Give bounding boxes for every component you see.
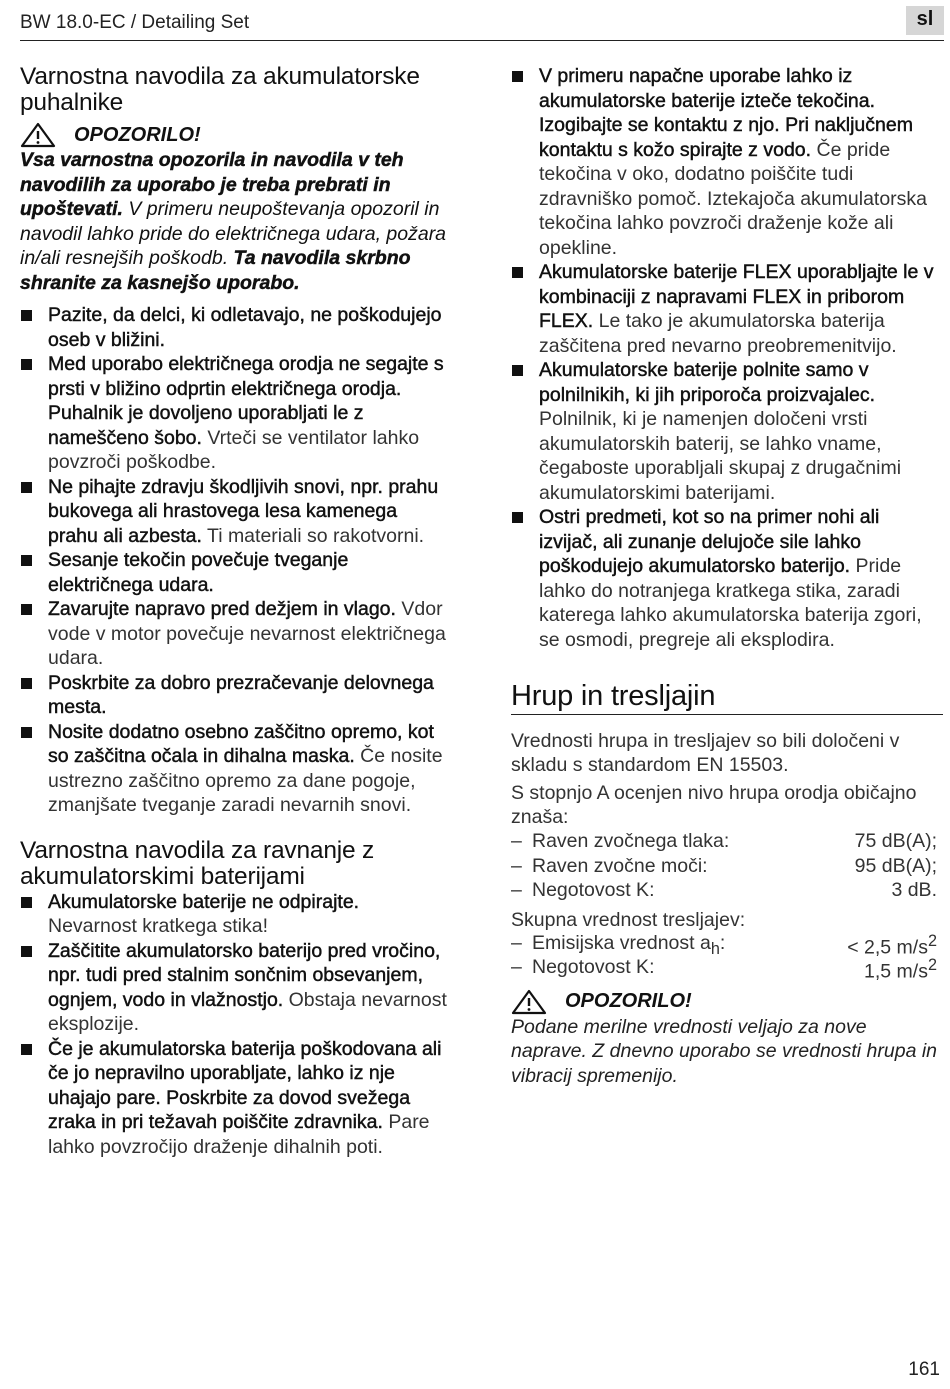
noise-intro-paragraph: Vrednosti hrupa in tresljajev so bili določeni v skladu s standardom EN 15503. xyxy=(511,730,900,776)
warning-title-2: OPOZORILO! xyxy=(565,990,692,1012)
list-item xyxy=(20,548,452,597)
dash: – xyxy=(511,830,522,852)
left-column xyxy=(20,64,452,1159)
list-item-bold: Poskrbite za dobro prezračevanje delovnega mesta. xyxy=(48,671,434,718)
vibration-row-label xyxy=(532,956,654,979)
list-item xyxy=(20,671,452,720)
list-item-bold: Akumulatorske baterije ne odpirajte. xyxy=(48,890,360,913)
warning-triangle-icon xyxy=(20,122,56,148)
list-item-bold: Zavarujte napravo pred dežjem in vlago. xyxy=(48,598,396,620)
noise-values-list xyxy=(511,830,943,904)
vibration-values-list xyxy=(511,932,943,981)
list-item-bold: Ne pihajte zdravju škodljivih snovi, npr. prahu bukovega ali hrastovega lesa kamenega prahu ali azbesta. xyxy=(48,475,439,547)
noise-row xyxy=(511,855,943,880)
warning-text-2: Podane merilne vrednosti veljajo za nove naprave. Z dnevno uporabo se vrednosti hrupa in vibracij spremenijo. xyxy=(511,1015,938,1087)
list-item-normal: Če pride tekočina v oko, dodatno poiščite tudi zdravniško pomoč. Iztekajoča akumulatorska tekočina lahko povzroči draženje kože ali opekline. xyxy=(539,138,928,259)
page-header xyxy=(20,6,944,41)
list-item xyxy=(20,597,452,671)
vibration-row-value xyxy=(864,956,937,984)
vibration-title: Skupna vrednost tresljajev: xyxy=(511,908,746,931)
dash: – xyxy=(511,854,522,877)
label-text: Emisijska vrednost a xyxy=(532,931,711,954)
noise-level-paragraph: S stopnjo A ocenjen nivo hrupa orodja običajno znaša: xyxy=(511,782,917,828)
section-title-blower-safety: Varnostna navodila za akumulatorske puhalnike xyxy=(20,63,420,116)
list-item xyxy=(511,505,943,652)
list-item-bold: Nosite dodatno osebno zaščitno opremo, kot so zaščitna očala in dihalna maska. xyxy=(48,720,434,767)
label-colon: : xyxy=(719,931,726,954)
vibration-row xyxy=(511,956,943,981)
noise-row-label: Negotovost K: xyxy=(532,879,655,901)
label-text: Negotovost K: xyxy=(532,956,655,978)
list-item-bold: Akumulatorske baterije polnite samo v polnilnikih, ki jih priporoča proizvajalec. xyxy=(539,359,875,406)
list-item xyxy=(20,890,452,939)
list-item xyxy=(20,1037,452,1160)
noise-row xyxy=(511,879,943,904)
warning-normal-text: V primeru neupoštevanja opozoril in navodil lahko pride do električnega udara, požara in/ali resnejših poškodb. xyxy=(20,198,447,269)
section-title-noise: Hrup in tresljajin xyxy=(511,680,716,712)
noise-row-value: 95 dB(A); xyxy=(854,854,937,877)
list-item-normal: Le tako je akumulatorska baterija zaščitena pred nevarno preobremenitvijo. xyxy=(539,310,897,357)
language-badge: sl xyxy=(906,6,944,35)
value-superscript: 2 xyxy=(927,956,937,974)
list-item-normal: Polnilnik, ki je namenjen določeni vrsti akumulatorskih baterij, se lahko vname, čegaboste uporabljali skupaj z drugačnimi akumulatorskimi baterijami. xyxy=(539,408,902,504)
right-column xyxy=(511,64,943,1088)
label-subscript: h xyxy=(710,939,720,958)
header-title: BW 18.0-EC / Detailing Set xyxy=(20,12,250,33)
vibration-row-value xyxy=(847,932,937,960)
warning-bold-text-2: Ta navodila skrbno shranite za kasnejšo uporabo. xyxy=(20,247,411,294)
section-title-battery-safety: Varnostna navodila za ravnanje z akumulatorskimi baterijami xyxy=(20,836,375,890)
battery-handling-list xyxy=(511,64,943,652)
noise-row-label: Raven zvočne moči: xyxy=(532,854,708,877)
list-item-bold: Pazite, da delci, ki odletavajo, ne poškodujejo oseb v bližini. xyxy=(48,304,442,351)
dash: – xyxy=(511,956,522,978)
dash: – xyxy=(511,879,522,901)
warning-bold-text: Vsa varnostna opozorila in navodila v teh navodilih za uporabo je treba prebrati in upoštevati. xyxy=(20,149,404,220)
value-text: 1,5 m/s xyxy=(864,960,928,983)
list-item-bold: Akumulatorske baterije FLEX uporabljajte le v kombinaciji z napravami FLEX in priborom FLEX. xyxy=(539,261,934,332)
vibration-row-label xyxy=(532,932,725,959)
warning-title: OPOZORILO! xyxy=(74,123,201,146)
noise-row-value: 75 dB(A); xyxy=(854,830,937,852)
list-item-normal: Nevarnost kratkega stika! xyxy=(48,915,269,937)
list-item-normal: Vrteči se ventilator lahko povzroči poškodbe. xyxy=(48,426,420,473)
noise-row-label: Raven zvočnega tlaka: xyxy=(532,830,730,852)
list-item-bold: Če je akumulatorska baterija poškodovana ali če jo nepravilno uporabljate, lahko iz nje uhajajo pare. Poskrbite za dovod svežega zraka in pri težavah poiščite zdravnika. xyxy=(48,1037,442,1133)
value-text: < 2,5 m/s xyxy=(847,936,928,958)
list-item xyxy=(20,475,452,549)
warning-triangle-icon xyxy=(511,989,547,1015)
list-item xyxy=(20,939,452,1037)
list-item xyxy=(511,64,943,260)
list-item-normal: Vdor vode v motor povečuje nevarnost električnega udara. xyxy=(48,598,446,669)
warning-heading-2 xyxy=(511,989,943,1015)
list-item-bold: Sesanje tekočin povečuje tveganje električnega udara. xyxy=(48,549,349,596)
list-item xyxy=(20,352,452,475)
dash: – xyxy=(511,931,522,954)
list-item-bold: Ostri predmeti, kot so na primer nohi ali izvijač, ali zunanje delujoče sile lahko poškodujejo akumulatorsko baterijo. xyxy=(539,506,880,577)
value-superscript: 2 xyxy=(927,931,937,950)
noise-row-value: 3 dB. xyxy=(891,879,937,901)
page-number: 161 xyxy=(908,1359,940,1380)
list-item xyxy=(20,720,452,818)
list-item-bold: V primeru napačne uporabe lahko iz akumulatorske baterije izteče tekočina. Izogibajte se kontaktu z njo. Pri naključnem kontaktu s kožo spirajte z vodo. xyxy=(539,65,913,161)
blower-safety-list xyxy=(20,303,452,818)
list-item-normal: Pare lahko povzročijo draženje dihalnih poti. xyxy=(48,1111,430,1158)
list-item xyxy=(20,303,452,352)
list-item-bold: Zaščitite akumulatorsko baterijo pred vročino, npr. tudi pred stalnim sončnim obsevanjem, ognjem, vodo in vlažnostjo. xyxy=(48,939,441,1011)
warning-text xyxy=(20,148,452,295)
list-item-normal: Če nosite ustrezno zaščitno opremo za dane pogoje, zmanjšate tveganje zaradi nevarnih snovi. xyxy=(48,745,443,816)
vibration-row xyxy=(511,932,943,957)
warning-heading xyxy=(20,122,452,148)
list-item-normal: Pride lahko do notranjega kratkega stika, zaradi katerega lahko akumulatorska baterija zgori, se osmodi, pregreje ali eksplodira. xyxy=(539,555,922,651)
list-item xyxy=(511,358,943,505)
section-divider xyxy=(511,714,943,715)
battery-safety-list xyxy=(20,890,452,1160)
list-item-normal: Ti materiali so rakotvorni. xyxy=(201,524,425,547)
list-item-bold: Med uporabo električnega orodja ne segajte s prsti v bližino odprtin električnega orodja. Puhalnik je dovoljeno uporabljati le z nameščeno šobo. xyxy=(48,353,444,449)
list-item-normal: Obstaja nevarnost eksplozije. xyxy=(48,988,447,1035)
list-item xyxy=(511,260,943,358)
noise-row xyxy=(511,830,943,855)
